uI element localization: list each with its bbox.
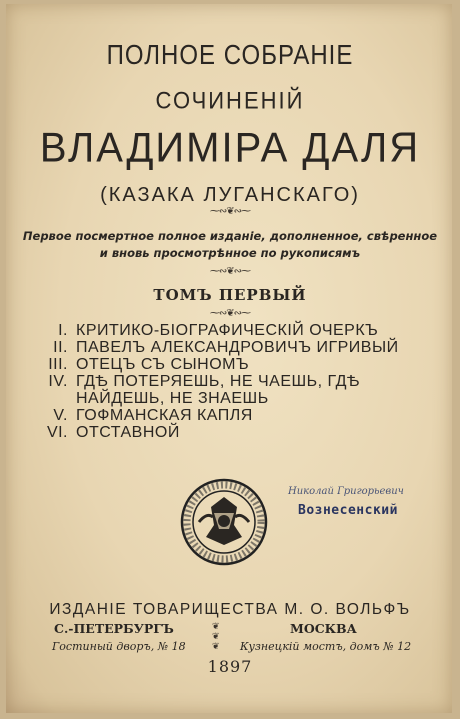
toc-title: КРИТИКО-БІОГРАФИЧЕСКІЙ ОЧЕРКЪ — [76, 322, 379, 339]
toc-item — [0, 373, 460, 390]
toc-title: ОТЕЦЪ СЪ СЫНОМЪ — [76, 356, 250, 373]
city-left: С.-ПЕТЕРБУРГЪ — [54, 621, 174, 636]
owner-name-stamp: Вознесенский — [298, 503, 398, 518]
toc-title: ГДѢ ПОТЕРЯЕШЬ, НЕ ЧАЕШЬ, ГДѢ — [76, 373, 360, 390]
toc-item — [0, 356, 460, 373]
toc-item — [0, 407, 460, 424]
toc-title: ПАВЕЛЪ АЛЕКСАНДРОВИЧЪ ИГРИВЫЙ — [76, 339, 399, 356]
volume-label: ТОМЪ ПЕРВЫЙ — [153, 286, 307, 304]
address-right: Кузнецкій мостъ, домъ № 12 — [240, 640, 412, 653]
toc-title: ОТСТАВНОЙ — [76, 424, 180, 441]
toc-title: НАЙДЕШЬ, НЕ ЗНАЕШЬ — [76, 390, 269, 407]
publisher-name: ИЗДАНІЕ ТОВАРИЩЕСТВА М. О. ВОЛЬФЪ — [49, 601, 411, 618]
toc-number: III. — [48, 356, 68, 373]
toc-item — [0, 390, 460, 407]
toc-title: ГОФМАНСКАЯ КАПЛЯ — [76, 407, 253, 424]
edition-note-line-2: и вновь просмотрѣнное по рукописямъ — [99, 246, 361, 260]
ornament-divider-3: ⁓∾❦∾⁓ — [209, 308, 251, 319]
toc-item — [0, 322, 460, 339]
author-name: ВЛАДИМІРА ДАЛЯ — [39, 124, 421, 172]
toc-item — [0, 424, 460, 441]
table-of-contents — [0, 322, 460, 441]
library-seal-stamp — [179, 477, 269, 567]
ornament-divider-1: ⁓∾❦∾⁓ — [209, 206, 251, 217]
toc-number: II. — [53, 339, 68, 356]
ornament-divider-2: ⁓∾❦∾⁓ — [209, 266, 251, 277]
toc-number: IV. — [48, 373, 68, 390]
toc-number: I. — [58, 322, 68, 339]
publication-year: 1897 — [207, 657, 253, 676]
ornament-vertical: ❦ ❦ ❦ — [212, 622, 220, 652]
title-line-2: СОЧИНЕНІЙ — [155, 86, 305, 115]
author-pseudonym: (КАЗАКА ЛУГАНСКАГО) — [100, 184, 360, 206]
toc-number: VI. — [46, 424, 68, 441]
address-left: Гостиный дворъ, № 18 — [52, 640, 186, 653]
title-line-1: ПОЛНОЕ СОБРАНІЕ — [106, 39, 354, 71]
edition-note-line-1: Первое посмертное полное изданіе, дополненное, свѣренное — [22, 229, 438, 243]
city-right: МОСКВА — [290, 621, 357, 636]
toc-number: V. — [53, 407, 68, 424]
toc-item — [0, 339, 460, 356]
owner-signature: Николай Григорьевич — [288, 486, 404, 497]
